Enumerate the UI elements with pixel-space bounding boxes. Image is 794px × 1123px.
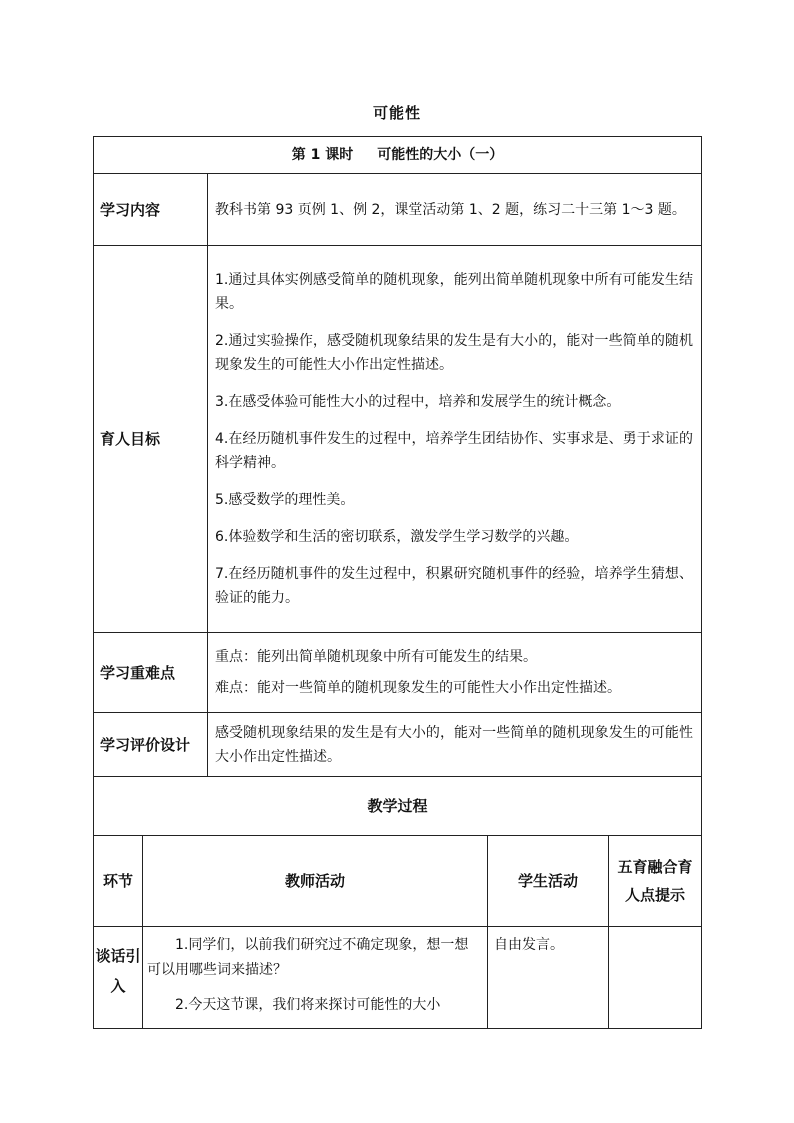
content-label: 学习内容 <box>94 174 208 246</box>
goal-item: 3.在感受体验可能性大小的过程中，培养和发展学生的统计概念。 <box>215 394 621 410</box>
keypoints-label: 学习重难点 <box>94 633 208 713</box>
process-title: 教学过程 <box>94 777 702 836</box>
column-five-label: 五育融合育人点提示 <box>617 858 693 904</box>
document-title: 可能性 <box>372 104 421 122</box>
intro-stage: 谈话引入 <box>94 927 143 1029</box>
lesson-header <box>94 137 702 174</box>
content-text: 教科书第 93 页例 1、例 2，课堂活动第 1、2 题，练习二十三第 1～3 题。 <box>208 174 702 246</box>
intro-row <box>94 927 702 1029</box>
column-teacher: 教师活动 <box>143 836 488 927</box>
goal-item: 6.体验数学和生活的密切联系，激发学生学习数学的兴趣。 <box>215 529 579 545</box>
goal-item: 1.通过具体实例感受简单的随机现象，能列出简单随机现象中所有可能发生结果。 <box>215 272 693 312</box>
goal-item: 4.在经历随机事件发生的过程中，培养学生团结协作、实事求是、勇于求证的科学精神。 <box>215 431 693 471</box>
intro-five-education <box>609 927 702 1029</box>
goals-label: 育人目标 <box>94 246 208 633</box>
teacher-step: 1.同学们，以前我们研究过不确定现象，想一想可以用哪些词来描述？ <box>147 937 469 978</box>
content-row <box>94 174 702 246</box>
lesson-plan-table <box>93 136 702 1029</box>
lesson-name: 可能性的大小（一） <box>377 147 504 163</box>
process-columns-row <box>94 836 702 927</box>
goal-item: 5.感受数学的理性美。 <box>215 492 355 508</box>
goals-list <box>208 246 702 633</box>
keypoints-content <box>208 633 702 713</box>
difficulty-point: 难点：能对一些简单的随机现象发生的可能性大小作出定性描述。 <box>215 680 621 696</box>
column-stage: 环节 <box>94 836 143 927</box>
column-student: 学生活动 <box>488 836 609 927</box>
keypoints-row <box>94 633 702 713</box>
goal-item: 2.通过实验操作，感受随机现象结果的发生是有大小的，能对一些简单的随机现象发生的可能性大小作出定性描述。 <box>215 333 693 373</box>
process-title-row <box>94 777 702 836</box>
column-five-education <box>609 836 702 927</box>
goals-row <box>94 246 702 633</box>
intro-student-activity: 自由发言。 <box>488 927 609 1029</box>
evaluation-row <box>94 713 702 777</box>
key-point: 重点：能列出简单随机现象中所有可能发生的结果。 <box>215 649 537 665</box>
goal-item: 7.在经历随机事件的发生过程中，积累研究随机事件的经验，培养学生猜想、验证的能力。 <box>215 566 693 606</box>
lesson-number: 第 1 课时 <box>291 147 354 163</box>
teacher-step: 2.今天这节课，我们将来探讨可能性的大小 <box>175 997 441 1013</box>
evaluation-label: 学习评价设计 <box>94 713 208 777</box>
intro-teacher-activity <box>143 927 488 1029</box>
lesson-header-row <box>94 137 702 174</box>
evaluation-text: 感受随机现象结果的发生是有大小的，能对一些简单的随机现象发生的可能性大小作出定性描述。 <box>208 713 702 777</box>
